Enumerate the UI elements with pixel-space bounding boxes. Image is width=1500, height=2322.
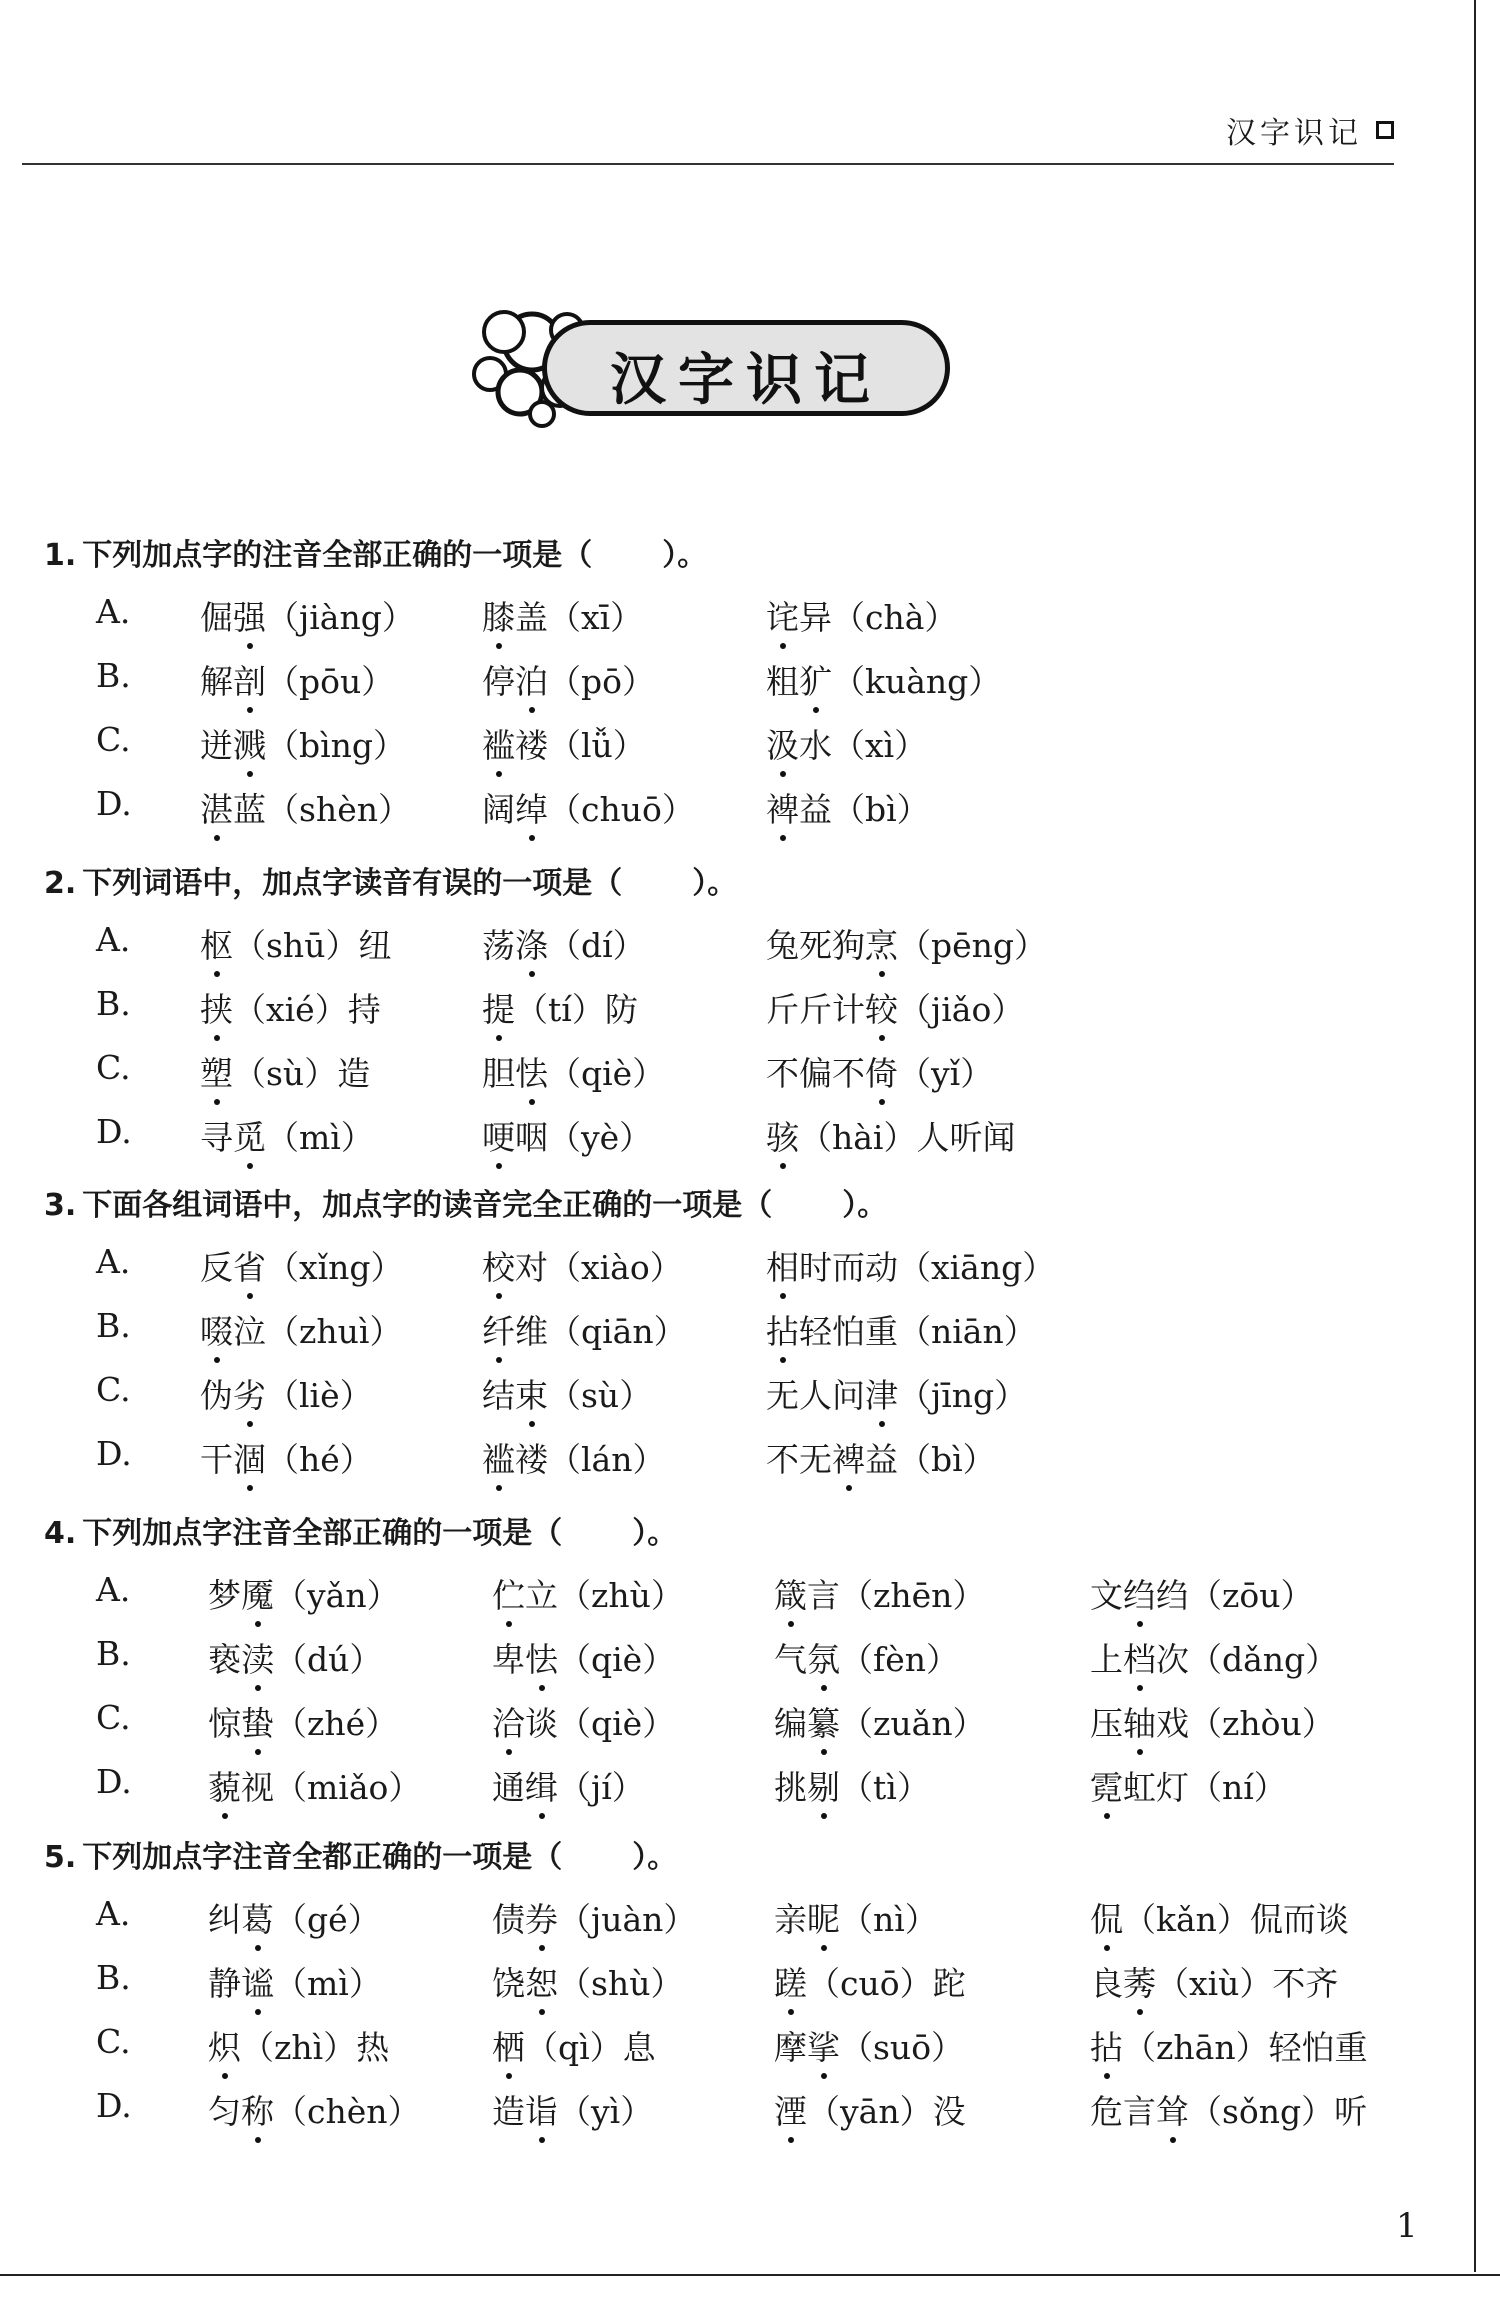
pinyin-text: 时而动（xiāng） [799,1248,1056,1287]
option-word [482,784,695,831]
dotted-character: 绰 [515,784,548,831]
option-word [482,656,655,703]
option-label: B. [96,1634,131,1673]
option-word [200,920,391,967]
word-text: 编 [774,1704,807,1743]
option-word [482,1048,665,1095]
word-text: 匀 [208,2092,241,2131]
option-label: B. [96,1306,131,1345]
option-word [1090,1570,1314,1617]
pinyin-text: 泣（zhuì） [233,1312,403,1351]
page-number: 1 [1396,2206,1418,2246]
dotted-character: 纂 [807,1698,840,1745]
dotted-character: 蛰 [241,1698,274,1745]
option-word [492,1958,683,2005]
pinyin-text: 褛（lán） [515,1440,666,1479]
dotted-character: 哽 [482,1112,515,1159]
dotted-character: 束 [515,1370,548,1417]
dotted-character: 券 [525,1894,558,1941]
word-text: 造 [492,2092,525,2131]
dotted-character: 霓 [1090,1762,1123,1809]
option-word [1090,2022,1368,2069]
option-word [774,2022,964,2069]
dotted-character: 剔 [807,1762,840,1809]
dotted-character: 炽 [208,2022,241,2069]
pinyin-text: （xǐng） [266,1248,404,1287]
option-word [482,984,638,1031]
option-word [482,1242,683,1289]
dotted-character: 侃 [1090,1894,1123,1941]
dotted-character: 汲 [766,720,799,767]
pinyin-text: （jiǎo） [898,990,1025,1029]
option-word [200,592,415,639]
word-text: 荡 [482,926,515,965]
word-text: 挑 [774,1768,807,1807]
pinyin-text: 蓝（shèn） [233,790,411,829]
dotted-character: 箴 [774,1570,807,1617]
question-text: 下列加点字的注音全部正确的一项是（ [82,538,593,573]
option-word [766,1370,1027,1417]
pinyin-text: （suō） [840,2028,965,2067]
option-word [482,1434,665,1481]
word-text: 寻 [200,1118,233,1157]
question-number: 3. [44,1188,77,1223]
pinyin-text: （sǒng）听 [1189,2092,1368,2131]
dotted-character: 魇 [241,1570,274,1617]
option-word [482,592,643,639]
question-text: 下列加点字注音全都正确的一项是（ [82,1840,563,1875]
dotted-character: 裨 [832,1434,865,1481]
running-head [1226,108,1394,152]
pinyin-text: （tí）防 [515,990,638,1029]
question-text: 下列加点字注音全部正确的一项是（ [82,1516,563,1551]
word-text: 倔 [200,598,233,637]
option-label: B. [96,656,131,695]
word-text: 不偏不 [766,1054,865,1093]
pinyin-text: （cuō）跎 [807,1964,966,2003]
question-stem [44,1180,887,1224]
option-word [766,784,930,831]
option-word [208,1634,382,1681]
pinyin-text: （yǎn） [274,1576,400,1615]
option-word [1090,2086,1367,2133]
dotted-character: 挟 [200,984,233,1031]
pinyin-text: （qì）息 [525,2028,656,2067]
word-text: 摩 [774,2028,807,2067]
word-text: 斤斤计 [766,990,865,1029]
pinyin-text: （qiè） [558,1640,676,1679]
pinyin-text: （qiè） [548,1054,666,1093]
option-word [766,720,927,767]
word-text: 无人问 [766,1376,865,1415]
question-number: 5. [44,1840,77,1875]
question-stem [44,1508,677,1552]
option-word [482,1306,687,1353]
pinyin-text: （zhé） [274,1704,399,1743]
word-text: 压 [1090,1704,1123,1743]
pinyin-text: （pō） [548,662,655,701]
question-suffix: ）。 [842,1188,888,1223]
option-word [766,984,1024,1031]
dotted-character: 津 [865,1370,898,1417]
pinyin-text: （jí） [558,1768,645,1807]
pinyin-text: 视（miǎo） [241,1768,422,1807]
word-text: 伪 [200,1376,233,1415]
option-word [1090,1698,1335,1745]
option-word [200,720,406,767]
option-word [200,656,394,703]
dotted-character: 相 [766,1242,799,1289]
dotted-character: 骇 [766,1112,799,1159]
dotted-character: 诣 [525,2086,558,2133]
dotted-character: 恕 [525,1958,558,2005]
question-number: 2. [44,866,77,901]
dotted-character: 挲 [807,2022,840,2069]
question-stem [44,530,707,574]
word-text: 惊 [208,1704,241,1743]
dotted-character: 缉 [525,1762,558,1809]
question-stem [44,858,737,902]
dotted-character: 倚 [865,1048,898,1095]
question-suffix: ）。 [632,1840,678,1875]
pinyin-text: （chuō） [548,790,695,829]
dotted-character: 怯 [525,1634,558,1681]
header-rule [22,163,1394,165]
word-text: 粗 [766,662,799,701]
option-word [200,984,381,1031]
dotted-character: 较 [865,984,898,1031]
pinyin-text: （yǐ） [898,1054,994,1093]
pinyin-text: （mì） [266,1118,374,1157]
option-word [208,1894,381,1941]
pinyin-text: 维（qiān） [515,1312,687,1351]
pinyin-text: （zhì）热 [241,2028,390,2067]
option-word [492,1762,645,1809]
pinyin-text: 言（zhēn） [807,1576,986,1615]
dotted-character: 湮 [774,2086,807,2133]
word-text: 停 [482,662,515,701]
pinyin-text: 益（bì） [799,790,930,829]
dotted-character: 拈 [766,1306,799,1353]
pinyin-text: （bìng） [266,726,407,765]
option-label: D. [96,784,132,823]
pinyin-text: 谈（qiè） [525,1704,676,1743]
word-text: 纠 [208,1900,241,1939]
pinyin-text: 益（bì） [865,1440,996,1479]
banner-title: 汉字识记 [610,348,882,413]
pinyin-text: （dí） [548,926,646,965]
option-word [492,1894,696,1941]
pinyin-text: （chèn） [274,2092,421,2131]
option-word [492,2086,653,2133]
dotted-character: 裨 [766,784,799,831]
pinyin-text: 水（xì） [799,726,928,765]
option-word [766,1112,1015,1159]
option-word [208,1762,421,1809]
pinyin-text: （fèn） [840,1640,959,1679]
question-stem [44,1832,677,1876]
dotted-character: 涤 [515,920,548,967]
pinyin-text: （mì） [274,1964,382,2003]
option-word [482,720,646,767]
pinyin-text: （zuǎn） [840,1704,986,1743]
word-text: 反 [200,1248,233,1287]
option-word [492,1570,684,1617]
word-text: 胆 [482,1054,515,1093]
word-text: 文 [1090,1576,1123,1615]
word-text: 解 [200,662,233,701]
dotted-character: 轴 [1123,1698,1156,1745]
pinyin-text: 次（dǎng） [1156,1640,1339,1679]
pinyin-text: （jiàng） [266,598,415,637]
dotted-character: 藐 [208,1762,241,1809]
option-word [200,784,411,831]
word-text: 危言 [1090,2092,1156,2131]
word-text: 迸 [200,726,233,765]
option-label: D. [96,2086,132,2125]
option-word [208,1698,398,1745]
word-text: 静 [208,1964,241,2003]
option-label: A. [96,920,131,959]
dotted-character: 涸 [233,1434,266,1481]
dotted-character: 伫 [492,1570,525,1617]
pinyin-text: （tì） [840,1768,930,1807]
word-text: 通 [492,1768,525,1807]
option-word [208,2086,421,2133]
dotted-character: 塑 [200,1048,233,1095]
dotted-character: 昵 [807,1894,840,1941]
option-word [774,1762,930,1809]
pinyin-text: （zhān）轻怕重 [1123,2028,1368,2067]
pinyin-text: 褛（lǚ） [515,726,646,765]
pinyin-text: （yì） [558,2092,654,2131]
dotted-character: 校 [482,1242,515,1289]
option-label: D. [96,1434,132,1473]
dotted-character: 湛 [200,784,233,831]
dotted-character: 谧 [241,1958,274,2005]
square-icon [1376,121,1394,139]
word-text: 饶 [492,1964,525,2003]
dotted-character: 啜 [200,1306,233,1353]
word-text: 良 [1090,1964,1123,2003]
option-word [482,1370,652,1417]
pinyin-text: （juàn） [558,1900,697,1939]
dotted-character: 耸 [1156,2086,1189,2133]
question-text: 下面各组词语中，加点字的读音完全正确的一项是（ [82,1188,773,1223]
dotted-character: 绉 [1123,1570,1156,1617]
bottom-rule [0,2274,1500,2276]
pinyin-text: 戏（zhòu） [1156,1704,1335,1743]
option-word [492,2022,656,2069]
dotted-character: 烹 [865,920,898,967]
dotted-character: 栖 [492,2022,525,2069]
option-word [774,2086,966,2133]
dotted-character: 省 [233,1242,266,1289]
pinyin-text: （xié）持 [233,990,381,1029]
question-number: 1. [44,538,77,573]
option-label: D. [96,1112,132,1151]
pinyin-text: 绉（zōu） [1156,1576,1314,1615]
option-word [1090,1958,1338,2005]
option-word [200,1370,373,1417]
pinyin-text: 虹灯（ní） [1123,1768,1287,1807]
dotted-character: 渎 [241,1634,274,1681]
option-word [766,592,957,639]
dotted-character: 怯 [515,1048,548,1095]
option-word [200,1048,370,1095]
pinyin-text: 咽（yè） [515,1118,653,1157]
dotted-character: 溅 [233,720,266,767]
option-label: C. [96,2022,131,2061]
question-suffix: ）。 [692,866,738,901]
dotted-character: 纤 [482,1306,515,1353]
pinyin-text: （kuàng） [832,662,1002,701]
option-word [774,1634,959,1681]
option-label: A. [96,1242,131,1281]
option-label: B. [96,984,131,1023]
pinyin-text: （hé） [266,1440,373,1479]
option-label: C. [96,1048,131,1087]
option-word [774,1958,966,2005]
dotted-character: 褴 [482,1434,515,1481]
option-label: B. [96,1958,131,1997]
dotted-character: 觅 [233,1112,266,1159]
option-label: A. [96,592,131,631]
pinyin-text: （xiù）不齐 [1156,1964,1339,2003]
pinyin-text: （sù） [548,1376,653,1415]
dotted-character: 剖 [233,656,266,703]
pinyin-text: （yān）没 [807,2092,966,2131]
option-word [482,920,646,967]
word-text: 卑 [492,1640,525,1679]
section-banner [462,292,962,432]
option-word [200,1242,404,1289]
running-head-title: 汉字识记 [1226,116,1362,151]
pinyin-text: （pōu） [266,662,395,701]
pinyin-text: （sù）造 [233,1054,371,1093]
question-text: 下列词语中，加点字读音有误的一项是（ [82,866,623,901]
option-word [766,656,1001,703]
option-word [1090,1894,1349,1941]
dotted-character: 洽 [492,1698,525,1745]
question-suffix: ）。 [662,538,708,573]
option-word [208,1958,382,2005]
pinyin-text: （nì） [840,1900,938,1939]
pinyin-text: 立（zhù） [525,1576,684,1615]
dotted-character: 拈 [1090,2022,1123,2069]
word-text: 阔 [482,790,515,829]
option-word [208,1570,400,1617]
option-word [482,1112,652,1159]
pinyin-text: （pēng） [898,926,1048,965]
word-text: 亲 [774,1900,807,1939]
dotted-character: 褴 [482,720,515,767]
option-label: C. [96,1698,131,1737]
pinyin-text: （liè） [266,1376,373,1415]
option-word [208,2022,389,2069]
word-text: 不无 [766,1440,832,1479]
option-word [492,1634,675,1681]
word-text: 结 [482,1376,515,1415]
dotted-character: 泊 [515,656,548,703]
dotted-character: 劣 [233,1370,266,1417]
option-word [766,1306,1037,1353]
option-word [200,1434,373,1481]
dotted-character: 强 [233,592,266,639]
word-text: 兔死狗 [766,926,865,965]
dotted-character: 氛 [807,1634,840,1681]
dotted-character: 枢 [200,920,233,967]
pinyin-text: （shù） [558,1964,684,2003]
option-label: C. [96,720,131,759]
dotted-character: 葛 [241,1894,274,1941]
pinyin-text: 对（xiào） [515,1248,683,1287]
word-text: 上 [1090,1640,1123,1679]
option-word [774,1894,938,1941]
pinyin-text: （hài）人听闻 [799,1118,1016,1157]
option-word [774,1698,986,1745]
option-word [766,920,1047,967]
dotted-character: 称 [241,2086,274,2133]
option-word [492,1698,675,1745]
option-label: A. [96,1570,131,1609]
option-word [1090,1634,1338,1681]
pinyin-text: 轻怕重（niān） [799,1312,1037,1351]
option-label: C. [96,1370,131,1409]
dotted-character: 蹉 [774,1958,807,2005]
dotted-character: 莠 [1123,1958,1156,2005]
pinyin-text: （shū）纽 [233,926,392,965]
option-label: D. [96,1762,132,1801]
word-text: 债 [492,1900,525,1939]
pinyin-text: （jīng） [898,1376,1028,1415]
word-text: 亵 [208,1640,241,1679]
option-word [200,1306,402,1353]
word-text: 梦 [208,1576,241,1615]
question-number: 4. [44,1516,77,1551]
option-word [1090,1762,1287,1809]
dotted-character: 提 [482,984,515,1031]
pinyin-text: （dú） [274,1640,383,1679]
option-word [774,1570,985,1617]
pinyin-text: （gé） [274,1900,381,1939]
dotted-character: 诧 [766,592,799,639]
pinyin-text: 异（chà） [799,598,958,637]
dotted-character: 档 [1123,1634,1156,1681]
option-word [766,1048,993,1095]
option-label: A. [96,1894,131,1933]
option-word [766,1242,1055,1289]
dotted-character: 膝 [482,592,515,639]
pinyin-text: 盖（xī） [515,598,644,637]
word-text: 气 [774,1640,807,1679]
option-word [200,1112,374,1159]
question-suffix: ）。 [632,1516,678,1551]
option-word [766,1434,996,1481]
pinyin-text: （kǎn）侃而谈 [1123,1900,1349,1939]
word-text: 干 [200,1440,233,1479]
dotted-character: 犷 [799,656,832,703]
